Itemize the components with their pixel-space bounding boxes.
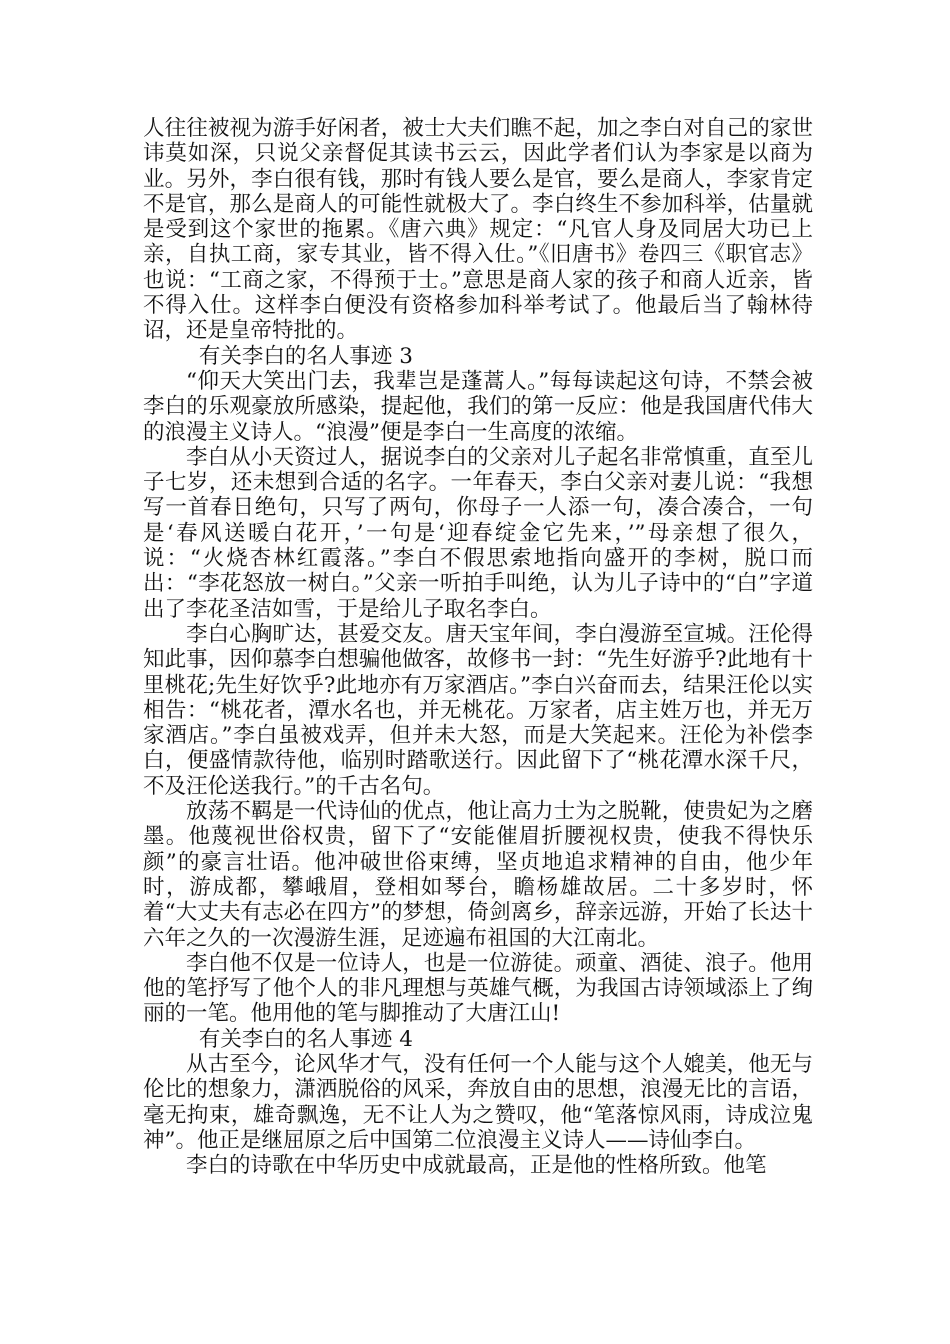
body-paragraph: 李白心胸旷达，甚爱交友。唐天宝年间，李白漫游至宣城。汪伦得知此事，因仰慕李白想骗他做客，故修书一封：“先生好游乎?此地有十里桃花;先生好饮乎?此地亦有万家酒店。”李白兴奋而去，结果汪伦以实相告：“桃花者，潭水名也，并无桃花。万家者，店主姓万也，并无万家酒店。”李白虽被戏弄，但并未大怒，而是大笑起来。汪伦为补偿李白，便盛情款待他，临别时踏歌送行。因此留下了“桃花潭水深千尺，不及汪伦送我行。”的千古名句。 xyxy=(143,621,813,799)
body-paragraph: 李白他不仅是一位诗人，也是一位游徒。顽童、酒徒、浪子。他用他的笔抒写了他个人的非凡理想与英雄气概，为我国古诗领域添上了绚丽的一笔。他用他的笔与脚推动了大唐江山! xyxy=(143,950,813,1027)
section-heading: 有关李白的名人事迹 3 xyxy=(198,343,413,369)
body-paragraph: 从古至今，论风华才气，没有任何一个人能与这个人媲美，他无与伦比的想象力，潇洒脱俗的风采，奔放自由的思想，浪漫无比的言语，毫无拘束，雄奇飘逸，无不让人为之赞叹，他“笔落惊风雨，诗成泣鬼神”。他正是继屈原之后中国第二位浪漫主义诗人——诗仙李白。 xyxy=(143,1051,813,1153)
body-paragraph: 人往往被视为游手好闲者，被士大夫们瞧不起，加之李白对自己的家世讳莫如深，只说父亲督促其读书云云，因此学者们认为李家是以商为业。另外，李白很有钱，那时有钱人要么是官，要么是商人，李家肯定不是官，那么是商人的可能性就极大了。李白终生不参加科举，估量就是受到这个家世的拖累。《唐六典》规定：“凡官人身及同居大功已上亲，自执工商，家专其业，皆不得入仕。”《旧唐书》卷四三《职官志》也说：“工商之家，不得预于士。”意思是商人家的孩子和商人近亲，皆不得入仕。这样李白便没有资格参加科举考试了。他最后当了翰林待诏，还是皇帝特批的。 xyxy=(143,116,813,344)
section-heading: 有关李白的名人事迹 4 xyxy=(198,1026,413,1052)
body-paragraph: 李白的诗歌在中华历史中成就最高，正是他的性格所致。他笔 xyxy=(186,1153,767,1179)
body-paragraph: 李白从小天资过人，据说李白的父亲对儿子起名非常慎重，直至儿子七岁，还未想到合适的名字。一年春天，李白父亲对妻儿说：“我想写一首春日绝句，只写了两句，你母子一人添一句，凑合凑合，一句是‘春风送暖白花开，’一句是‘迎春绽金它先来，’”母亲想了很久，说：“火烧杏林红霞落。”李白不假思索地指向盛开的李树，脱口而出：“李花怒放一树白。”父亲一听拍手叫绝，认为儿子诗中的“白”字道出了李花圣洁如雪，于是给儿子取名李白。 xyxy=(143,444,813,622)
body-paragraph: 放荡不羁是一代诗仙的优点，他让高力士为之脱靴，使贵妃为之磨墨。他蔑视世俗权贵，留下了“安能催眉折腰视权贵，使我不得快乐颜”的豪言壮语。他冲破世俗束缚，坚贞地追求精神的自由，他少年时，游成都，攀峨眉，登相如琴台，瞻杨雄故居。二十多岁时，怀着“大丈夫有志必在四方”的梦想，倚剑离乡，辞亲远游，开始了长达十六年之久的一次漫游生涯，足迹遍布祖国的大江南北。 xyxy=(143,799,813,951)
document-page xyxy=(143,116,813,1178)
body-paragraph: “仰天大笑出门去，我辈岂是蓬蒿人。”每每读起这句诗，不禁会被李白的乐观豪放所感染，提起他，我们的第一反应：他是我国唐代伟大的浪漫主义诗人。“浪漫”便是李白一生高度的浓缩。 xyxy=(143,368,813,445)
